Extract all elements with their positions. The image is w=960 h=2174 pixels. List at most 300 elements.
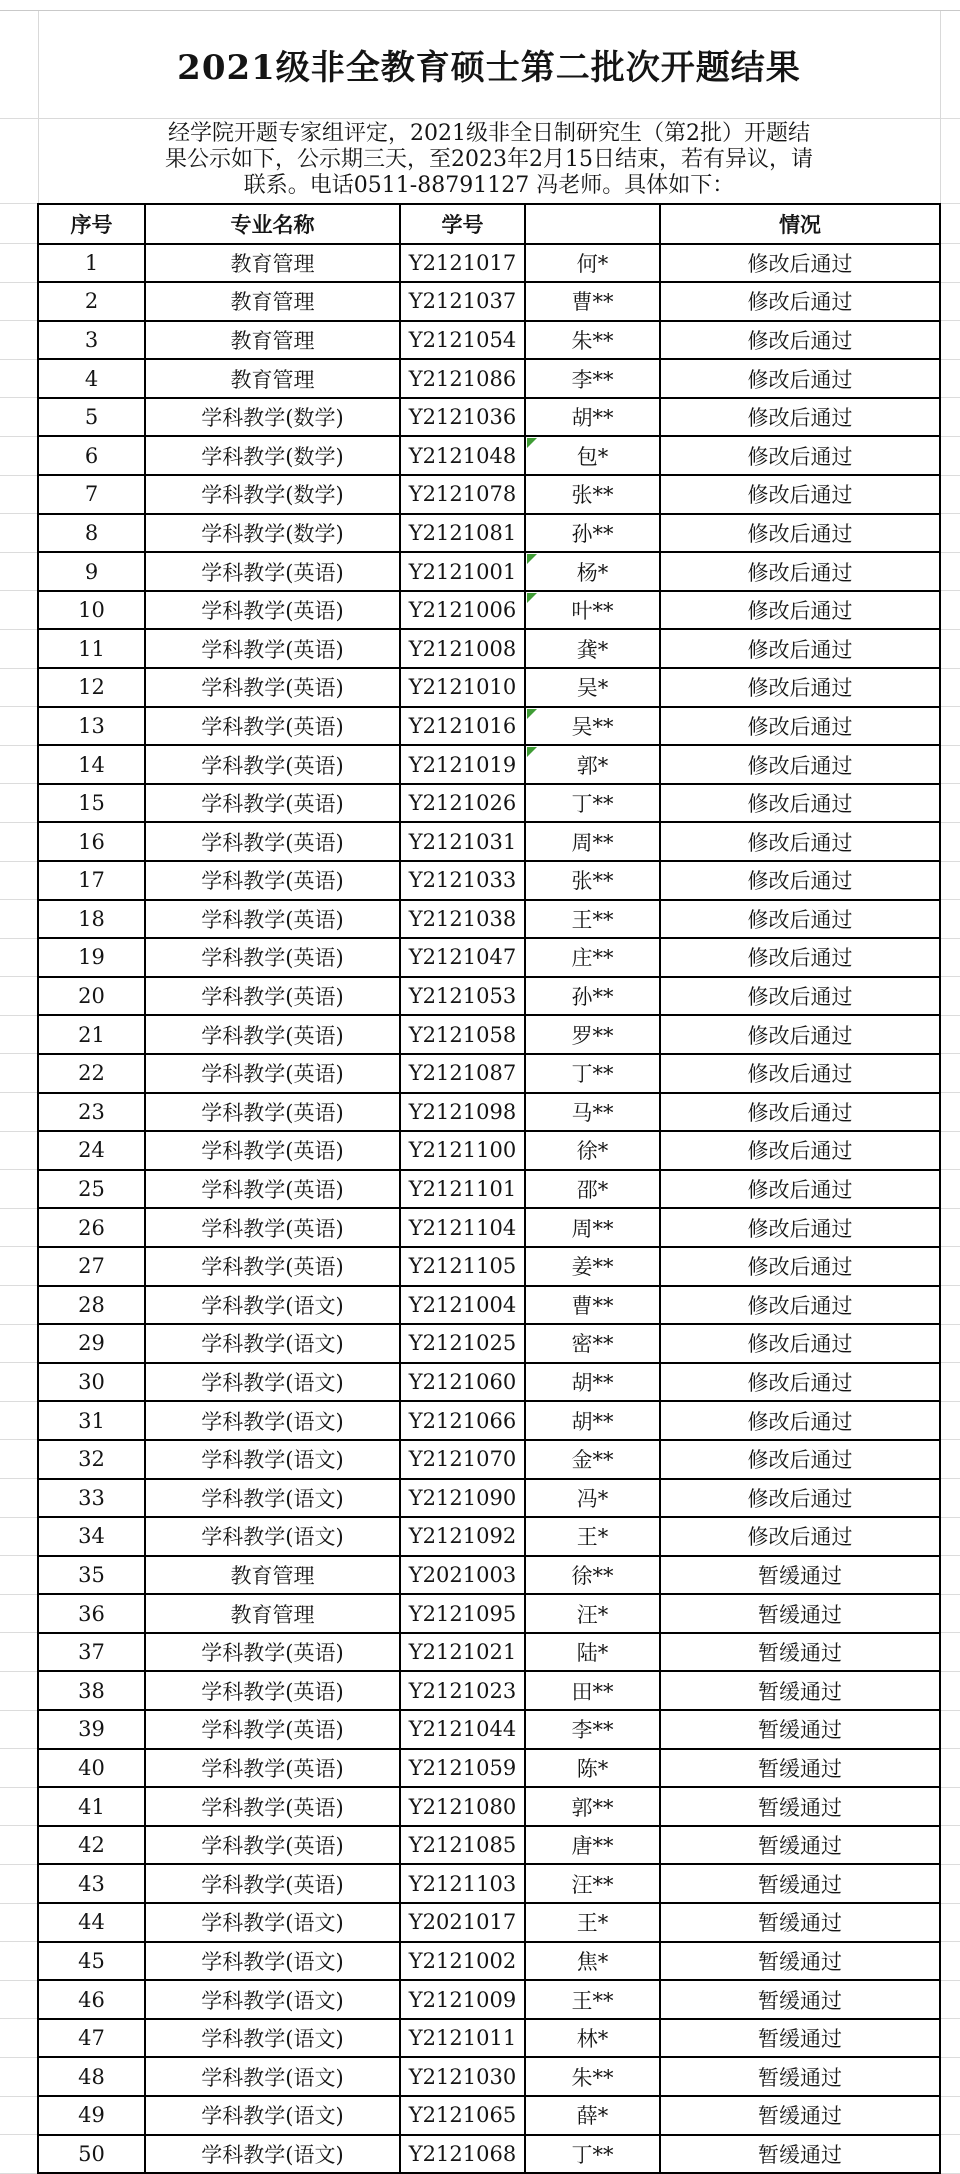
header-serial-number: 序号	[38, 204, 145, 244]
margin-cell	[0, 1517, 38, 1556]
margin-cell	[0, 475, 38, 514]
margin-cell	[940, 118, 960, 204]
table-row	[0, 1826, 960, 1865]
cell-status: 修改后通过	[660, 244, 940, 283]
cell-status: 修改后通过	[660, 475, 940, 514]
margin-cell	[940, 977, 960, 1016]
cell-major-name: 学科教学(英语)	[145, 938, 400, 977]
cell-serial-number: 32	[38, 1440, 145, 1479]
cell-student-id: Y2121090	[400, 1479, 525, 1518]
cell-name	[525, 1594, 660, 1633]
table-row	[0, 668, 960, 707]
table-row	[0, 321, 960, 360]
cell-student-id: Y2121044	[400, 1710, 525, 1749]
cell-student-id: Y2021003	[400, 1556, 525, 1595]
cell-status: 修改后通过	[660, 1170, 940, 1209]
cell-student-id: Y2121031	[400, 822, 525, 861]
margin-cell	[940, 244, 960, 283]
cell-student-id: Y2121059	[400, 1749, 525, 1788]
margin-cell	[940, 2096, 960, 2135]
cell-major-name: 教育管理	[145, 1594, 400, 1633]
cell-status: 修改后通过	[660, 514, 940, 553]
name-text: 徐*	[576, 1139, 609, 1164]
table-row	[0, 1556, 960, 1595]
cell-serial-number: 35	[38, 1556, 145, 1595]
cell-serial-number: 28	[38, 1286, 145, 1325]
cell-serial-number: 21	[38, 1015, 145, 1054]
cell-status: 暂缓通过	[660, 1787, 940, 1826]
cell-student-id: Y2121009	[400, 1980, 525, 2019]
margin-cell	[0, 1903, 38, 1942]
cell-major-name: 教育管理	[145, 1556, 400, 1595]
margin-cell	[940, 1208, 960, 1247]
cell-serial-number: 6	[38, 436, 145, 475]
margin-cell	[0, 10, 38, 118]
cell-serial-number: 5	[38, 398, 145, 437]
name-text: 吴**	[571, 714, 614, 739]
name-text: 王*	[576, 1911, 609, 1936]
cell-name	[525, 552, 660, 591]
cell-major-name: 学科教学(语文)	[145, 2019, 400, 2058]
cell-status: 修改后通过	[660, 900, 940, 939]
cell-student-id: Y2121060	[400, 1363, 525, 1402]
margin-cell	[0, 1671, 38, 1710]
table-row	[0, 629, 960, 668]
margin-cell	[0, 745, 38, 784]
cell-student-id: Y2121033	[400, 861, 525, 900]
cell-serial-number: 11	[38, 629, 145, 668]
cell-major-name: 学科教学(英语)	[145, 707, 400, 746]
header-name-blank	[525, 204, 660, 244]
cell-student-id: Y2121098	[400, 1093, 525, 1132]
table-row	[0, 1208, 960, 1247]
cell-name	[525, 1479, 660, 1518]
name-text: 马**	[571, 1100, 614, 1125]
name-text: 包*	[576, 444, 609, 469]
cell-status: 暂缓通过	[660, 2135, 940, 2174]
cell-status: 修改后通过	[660, 1093, 940, 1132]
table-row	[0, 1093, 960, 1132]
cell-serial-number: 50	[38, 2135, 145, 2174]
cell-name	[525, 745, 660, 784]
cell-major-name: 学科教学(语文)	[145, 1942, 400, 1981]
name-text: 罗**	[571, 1023, 614, 1048]
name-text: 叶**	[571, 599, 614, 624]
cell-major-name: 学科教学(英语)	[145, 668, 400, 707]
cell-name	[525, 822, 660, 861]
cell-name	[525, 321, 660, 360]
cell-major-name: 学科教学(英语)	[145, 900, 400, 939]
table-row	[0, 1170, 960, 1209]
cell-major-name: 学科教学(英语)	[145, 1749, 400, 1788]
cell-serial-number: 14	[38, 745, 145, 784]
cell-student-id: Y2121025	[400, 1324, 525, 1363]
margin-cell	[0, 118, 38, 204]
name-text: 胡**	[571, 1371, 614, 1396]
cell-student-id: Y2121036	[400, 398, 525, 437]
cell-major-name: 学科教学(英语)	[145, 1787, 400, 1826]
cell-status: 暂缓通过	[660, 1749, 940, 1788]
cell-status: 修改后通过	[660, 938, 940, 977]
cell-student-id: Y2121030	[400, 2057, 525, 2096]
cell-serial-number: 23	[38, 1093, 145, 1132]
cell-major-name: 学科教学(英语)	[145, 591, 400, 630]
cell-serial-number: 2	[38, 282, 145, 321]
name-text: 郭*	[576, 753, 609, 778]
margin-cell	[0, 1170, 38, 1209]
table-row	[0, 514, 960, 553]
margin-cell	[940, 1517, 960, 1556]
cell-name	[525, 359, 660, 398]
margin-cell	[0, 861, 38, 900]
cell-major-name: 学科教学(英语)	[145, 1015, 400, 1054]
cell-serial-number: 24	[38, 1131, 145, 1170]
cell-major-name: 学科教学(英语)	[145, 629, 400, 668]
table-row	[0, 900, 960, 939]
margin-cell	[0, 668, 38, 707]
table-row	[0, 2096, 960, 2135]
intro-line-1: 经学院开题专家组评定，2021级非全日制研究生（第2批）开题结	[168, 120, 810, 146]
margin-cell	[0, 1131, 38, 1170]
cell-name	[525, 938, 660, 977]
cell-status: 修改后通过	[660, 1440, 940, 1479]
cell-name	[525, 2057, 660, 2096]
cell-name	[525, 1208, 660, 1247]
cell-major-name: 学科教学(英语)	[145, 784, 400, 823]
margin-cell	[0, 1324, 38, 1363]
cell-student-id: Y2121048	[400, 436, 525, 475]
cell-name	[525, 707, 660, 746]
margin-cell	[940, 2135, 960, 2174]
name-text: 杨*	[576, 560, 609, 585]
margin-cell	[0, 1479, 38, 1518]
name-text: 金**	[571, 1448, 614, 1473]
margin-cell	[0, 1015, 38, 1054]
cell-status: 修改后通过	[660, 1054, 940, 1093]
table-row	[0, 745, 960, 784]
name-text: 孙**	[571, 521, 614, 546]
cell-serial-number: 9	[38, 552, 145, 591]
margin-cell	[940, 1015, 960, 1054]
cell-name	[525, 784, 660, 823]
cell-serial-number: 39	[38, 1710, 145, 1749]
cell-name	[525, 629, 660, 668]
cell-serial-number: 8	[38, 514, 145, 553]
table-row	[0, 1324, 960, 1363]
margin-cell	[0, 629, 38, 668]
cell-major-name: 学科教学(语文)	[145, 1517, 400, 1556]
intro-row	[0, 118, 960, 204]
margin-cell	[0, 436, 38, 475]
cell-student-id: Y2121047	[400, 938, 525, 977]
note-triangle-icon	[527, 593, 537, 603]
margin-cell	[940, 398, 960, 437]
cell-name	[525, 1671, 660, 1710]
cell-status: 修改后通过	[660, 1363, 940, 1402]
name-text: 朱**	[571, 2065, 614, 2090]
cell-major-name: 学科教学(英语)	[145, 1710, 400, 1749]
cell-status: 暂缓通过	[660, 1671, 940, 1710]
cell-status: 修改后通过	[660, 398, 940, 437]
note-triangle-icon	[527, 438, 537, 448]
cell-major-name: 学科教学(语文)	[145, 1363, 400, 1402]
margin-cell	[940, 629, 960, 668]
cell-serial-number: 29	[38, 1324, 145, 1363]
table-row	[0, 1633, 960, 1672]
cell-status: 暂缓通过	[660, 1980, 940, 2019]
margin-cell	[0, 552, 38, 591]
margin-cell	[940, 1671, 960, 1710]
cell-serial-number: 36	[38, 1594, 145, 1633]
name-text: 李**	[571, 367, 614, 392]
cell-serial-number: 41	[38, 1787, 145, 1826]
table-row	[0, 2057, 960, 2096]
cell-status: 暂缓通过	[660, 1594, 940, 1633]
margin-cell	[940, 204, 960, 244]
page-title: 2021级非全教育硕士第二批次开题结果	[38, 10, 940, 118]
cell-serial-number: 48	[38, 2057, 145, 2096]
top-strip-cell	[0, 0, 960, 10]
name-text: 陆*	[576, 1641, 609, 1666]
margin-cell	[940, 321, 960, 360]
cell-serial-number: 45	[38, 1942, 145, 1981]
table-row	[0, 1864, 960, 1903]
margin-cell	[940, 1131, 960, 1170]
table-row	[0, 1286, 960, 1325]
cell-serial-number: 20	[38, 977, 145, 1016]
table-row	[0, 977, 960, 1016]
margin-cell	[0, 1286, 38, 1325]
margin-cell	[940, 359, 960, 398]
cell-serial-number: 49	[38, 2096, 145, 2135]
margin-cell	[940, 436, 960, 475]
table-row	[0, 1131, 960, 1170]
margin-cell	[0, 1942, 38, 1981]
margin-cell	[940, 1864, 960, 1903]
margin-cell	[940, 1479, 960, 1518]
cell-name	[525, 1787, 660, 1826]
cell-major-name: 学科教学(英语)	[145, 861, 400, 900]
cell-name	[525, 1054, 660, 1093]
cell-name	[525, 2019, 660, 2058]
margin-cell	[0, 1054, 38, 1093]
name-text: 丁**	[571, 792, 614, 817]
cell-serial-number: 42	[38, 1826, 145, 1865]
cell-status: 修改后通过	[660, 1208, 940, 1247]
cell-major-name: 学科教学(英语)	[145, 1247, 400, 1286]
name-text: 吴*	[576, 676, 609, 701]
name-text: 薛*	[576, 2104, 609, 2129]
cell-name	[525, 1170, 660, 1209]
cell-name	[525, 591, 660, 630]
name-text: 田**	[571, 1679, 614, 1704]
table-row	[0, 591, 960, 630]
margin-cell	[940, 1633, 960, 1672]
table-row	[0, 1517, 960, 1556]
cell-student-id: Y2121019	[400, 745, 525, 784]
cell-student-id: Y2121038	[400, 900, 525, 939]
margin-cell	[940, 1247, 960, 1286]
cell-name	[525, 1942, 660, 1981]
margin-cell	[0, 784, 38, 823]
margin-cell	[940, 1556, 960, 1595]
cell-student-id: Y2121068	[400, 2135, 525, 2174]
cell-student-id: Y2121021	[400, 1633, 525, 1672]
note-triangle-icon	[527, 709, 537, 719]
cell-student-id: Y2121103	[400, 1864, 525, 1903]
cell-student-id: Y2121004	[400, 1286, 525, 1325]
cell-serial-number: 13	[38, 707, 145, 746]
cell-student-id: Y2121095	[400, 1594, 525, 1633]
cell-status: 修改后通过	[660, 1286, 940, 1325]
cell-major-name: 教育管理	[145, 282, 400, 321]
margin-cell	[0, 900, 38, 939]
cell-major-name: 学科教学(英语)	[145, 1131, 400, 1170]
name-text: 胡**	[571, 406, 614, 431]
margin-cell	[940, 1710, 960, 1749]
cell-serial-number: 7	[38, 475, 145, 514]
cell-serial-number: 19	[38, 938, 145, 977]
margin-cell	[940, 282, 960, 321]
cell-name	[525, 1015, 660, 1054]
margin-cell	[0, 707, 38, 746]
name-text: 王**	[571, 1988, 614, 2013]
margin-cell	[0, 1980, 38, 2019]
cell-status: 修改后通过	[660, 1401, 940, 1440]
table-row	[0, 1054, 960, 1093]
cell-status: 暂缓通过	[660, 2057, 940, 2096]
cell-serial-number: 16	[38, 822, 145, 861]
cell-major-name: 学科教学(数学)	[145, 475, 400, 514]
cell-status: 修改后通过	[660, 668, 940, 707]
cell-status: 修改后通过	[660, 1324, 940, 1363]
cell-student-id: Y2121101	[400, 1170, 525, 1209]
table-row	[0, 552, 960, 591]
margin-cell	[940, 1942, 960, 1981]
name-text: 张**	[571, 483, 614, 508]
cell-name	[525, 1903, 660, 1942]
header-status: 情况	[660, 204, 940, 244]
name-text: 冯*	[576, 1486, 609, 1511]
name-text: 林*	[576, 2027, 609, 2052]
cell-major-name: 学科教学(语文)	[145, 2135, 400, 2174]
margin-cell	[0, 1208, 38, 1247]
margin-cell	[940, 1324, 960, 1363]
margin-cell	[0, 2135, 38, 2174]
cell-student-id: Y2121104	[400, 1208, 525, 1247]
cell-serial-number: 30	[38, 1363, 145, 1402]
cell-name	[525, 1093, 660, 1132]
table-row	[0, 1401, 960, 1440]
cell-serial-number: 10	[38, 591, 145, 630]
name-text: 庄**	[571, 946, 614, 971]
cell-major-name: 学科教学(语文)	[145, 1440, 400, 1479]
name-text: 孙**	[571, 985, 614, 1010]
margin-cell	[0, 282, 38, 321]
margin-cell	[940, 1401, 960, 1440]
name-text: 何*	[576, 251, 609, 276]
cell-name	[525, 1517, 660, 1556]
table-row	[0, 244, 960, 283]
margin-cell	[0, 977, 38, 1016]
cell-name	[525, 1749, 660, 1788]
name-text: 密**	[571, 1332, 614, 1357]
margin-cell	[0, 1749, 38, 1788]
margin-cell	[0, 514, 38, 553]
margin-cell	[940, 2019, 960, 2058]
margin-cell	[0, 1440, 38, 1479]
cell-serial-number: 31	[38, 1401, 145, 1440]
margin-cell	[0, 1401, 38, 1440]
table-row	[0, 1710, 960, 1749]
note-triangle-icon	[527, 747, 537, 757]
cell-student-id: Y2121053	[400, 977, 525, 1016]
cell-major-name: 学科教学(语文)	[145, 1980, 400, 2019]
cell-serial-number: 37	[38, 1633, 145, 1672]
cell-status: 暂缓通过	[660, 1826, 940, 1865]
cell-name	[525, 514, 660, 553]
cell-status: 修改后通过	[660, 822, 940, 861]
margin-cell	[940, 1054, 960, 1093]
name-text: 姜**	[571, 1255, 614, 1280]
cell-student-id: Y2121065	[400, 2096, 525, 2135]
cell-status: 修改后通过	[660, 321, 940, 360]
cell-serial-number: 44	[38, 1903, 145, 1942]
cell-student-id: Y2121026	[400, 784, 525, 823]
name-text: 朱**	[571, 328, 614, 353]
cell-student-id: Y2121086	[400, 359, 525, 398]
margin-cell	[940, 784, 960, 823]
cell-serial-number: 3	[38, 321, 145, 360]
margin-cell	[0, 1594, 38, 1633]
margin-cell	[0, 359, 38, 398]
cell-student-id: Y2121010	[400, 668, 525, 707]
cell-serial-number: 43	[38, 1864, 145, 1903]
table-row	[0, 784, 960, 823]
margin-cell	[0, 1710, 38, 1749]
cell-status: 修改后通过	[660, 707, 940, 746]
table-row	[0, 1980, 960, 2019]
name-text: 汪**	[571, 1872, 614, 1897]
cell-major-name: 学科教学(数学)	[145, 436, 400, 475]
cell-serial-number: 40	[38, 1749, 145, 1788]
cell-name	[525, 1324, 660, 1363]
cell-name	[525, 1826, 660, 1865]
cell-name	[525, 1247, 660, 1286]
cell-major-name: 学科教学(数学)	[145, 398, 400, 437]
margin-cell	[940, 822, 960, 861]
cell-name	[525, 1363, 660, 1402]
intro-paragraph	[38, 118, 940, 204]
name-text: 徐**	[571, 1563, 614, 1588]
margin-cell	[0, 1556, 38, 1595]
margin-cell	[940, 1363, 960, 1402]
intro-line-2: 果公示如下，公示期三天，至2023年2月15日结束，若有异议，请	[165, 146, 813, 172]
note-triangle-icon	[527, 554, 537, 564]
cell-student-id: Y2121081	[400, 514, 525, 553]
cell-status: 暂缓通过	[660, 1864, 940, 1903]
name-text: 丁**	[571, 1062, 614, 1087]
table-row	[0, 475, 960, 514]
margin-cell	[0, 591, 38, 630]
cell-student-id: Y2121100	[400, 1131, 525, 1170]
margin-cell	[0, 1093, 38, 1132]
cell-status: 暂缓通过	[660, 2096, 940, 2135]
cell-serial-number: 26	[38, 1208, 145, 1247]
margin-cell	[0, 204, 38, 244]
margin-cell	[940, 475, 960, 514]
name-text: 汪*	[576, 1602, 609, 1627]
